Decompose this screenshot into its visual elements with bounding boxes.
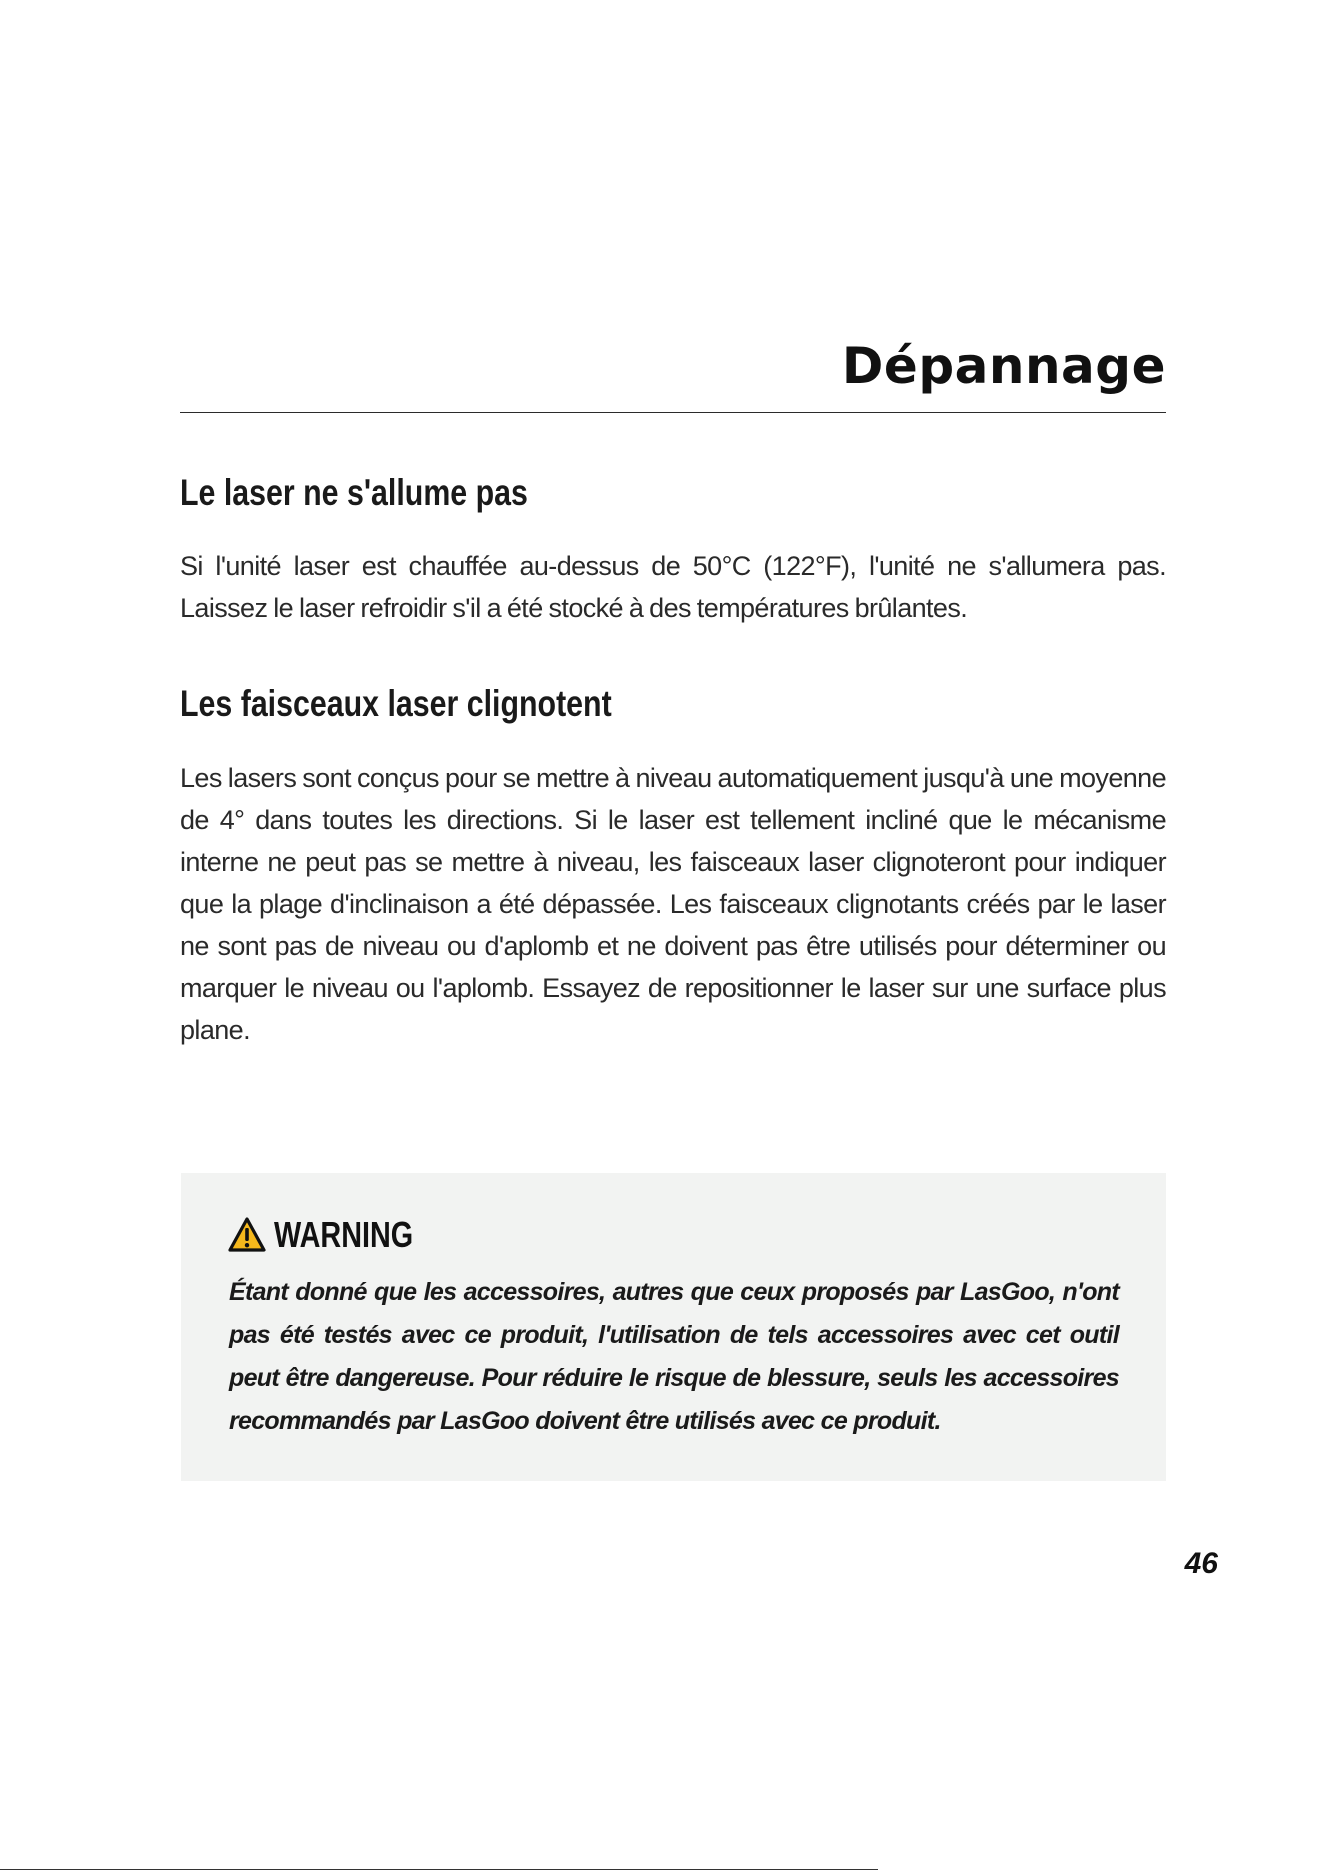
warning-box bbox=[181, 1173, 1166, 1481]
title-divider bbox=[180, 412, 1166, 413]
warning-text: Étant donné que les accessoires, autres que ceux proposés par LasGoo, n'ont pas été testés avec ce produit, l'utilisation de tels accessoires avec cet outil peut être dangereuse. Pour réduire le risque de blessure, seuls les accessoires recommandés par LasGoo doivent être utilisés avec ce produit. bbox=[229, 1278, 1119, 1435]
page-number: 46 bbox=[1184, 1547, 1218, 1580]
section-heading: Les faisceaux laser clignotent bbox=[180, 683, 612, 724]
section-body: Si l'unité laser est chauffée au-dessus de 50°C (122°F), l'unité ne s'allumera pas. Laissez le laser refroidir s'il a été stocké à des températures brûlantes. bbox=[180, 551, 1166, 623]
warning-header bbox=[228, 1213, 448, 1257]
page-title: Dépannage bbox=[841, 337, 1166, 395]
warning-triangle-icon bbox=[228, 1217, 266, 1253]
section-body: Les lasers sont conçus pour se mettre à niveau automatiquement jusqu'à une moyenne de 4° dans toutes les directions. Si le laser est tellement incliné que le mécanisme interne ne peut pas se mettre à niveau, les faisceaux laser clignoteront pour indiquer que la plage d'inclinaison a été dépassée. Les faisceaux clignotants créés par le laser ne sont pas de niveau ou d'aplomb et ne doivent pas être utilisés pour déterminer ou marquer le niveau ou l'aplomb. Essayez de repositionner le laser sur une surface plus plane. bbox=[180, 763, 1166, 1045]
section-heading: Le laser ne s'allume pas bbox=[180, 472, 528, 513]
warning-title: WARNING bbox=[274, 1214, 414, 1255]
bottom-divider bbox=[0, 1869, 878, 1870]
section-laser-does-not-turn-on bbox=[180, 468, 1166, 629]
section-laser-beams-flash bbox=[180, 679, 1166, 1051]
